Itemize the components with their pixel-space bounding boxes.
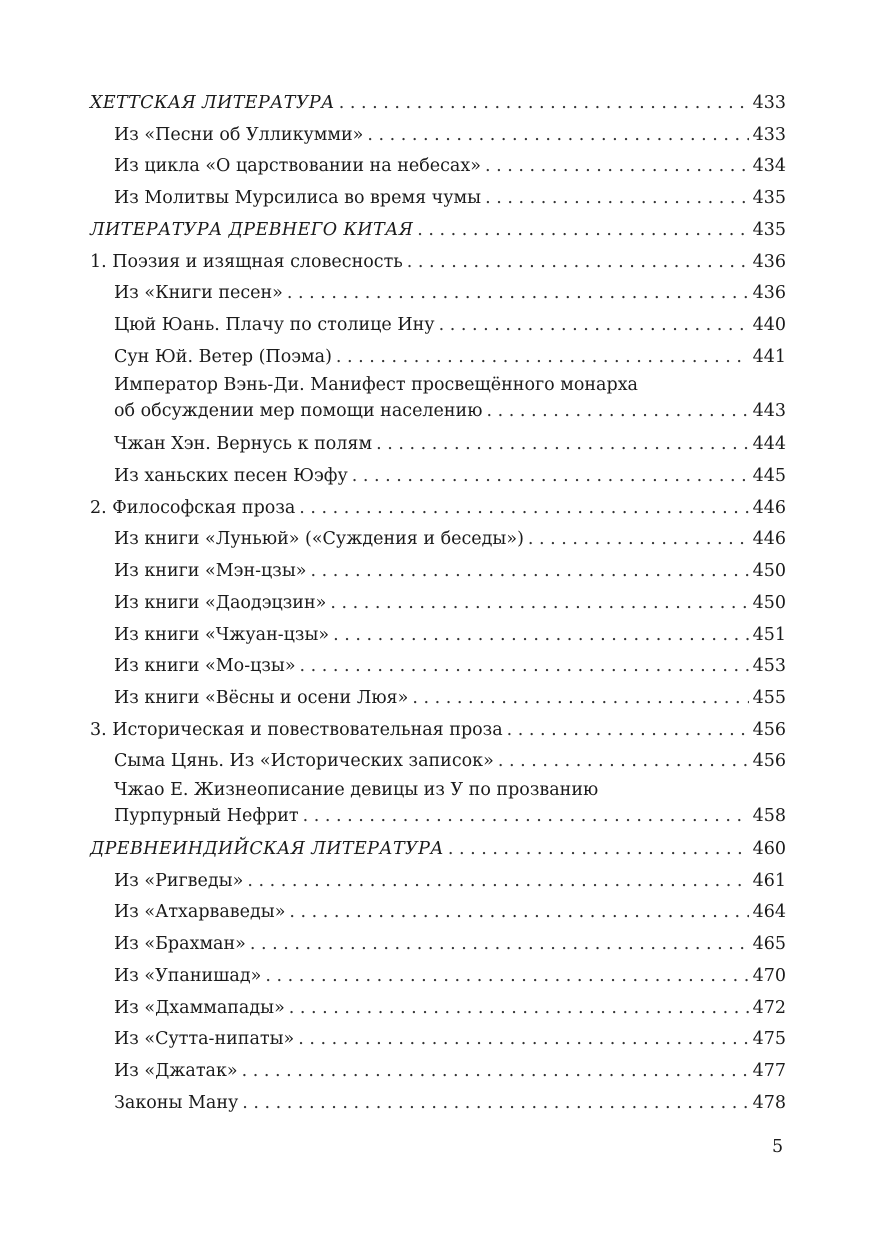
toc-title: Из «Ригведы»	[114, 870, 244, 891]
dot-leader	[300, 651, 749, 683]
toc-page-number: 458	[752, 806, 786, 827]
toc-page-number: 433	[752, 93, 786, 113]
dot-leader	[485, 183, 749, 215]
toc-page-number: 451	[752, 624, 786, 645]
toc-page-number: 470	[752, 965, 786, 986]
dot-leader	[242, 1088, 748, 1120]
dot-leader	[339, 88, 749, 120]
toc-title: Из «Упанишад»	[114, 965, 262, 986]
dot-leader	[376, 429, 749, 461]
toc-entry-multiline[interactable]	[90, 778, 786, 830]
toc-page-number: 461	[752, 870, 786, 891]
toc-page-number: 436	[752, 283, 786, 304]
toc-entry[interactable]	[90, 278, 786, 310]
dot-leader	[287, 278, 749, 310]
toc-section-ancient-india[interactable]	[90, 834, 786, 866]
toc-page-number: 440	[752, 314, 786, 335]
toc-page-number: 446	[752, 529, 786, 550]
toc-title: Из Молитвы Мурсилиса во время чумы	[114, 188, 482, 209]
toc-title: Из книги «Вёсны и осени Люя»	[114, 687, 409, 708]
toc-page-number: 445	[752, 466, 786, 487]
dot-leader	[242, 1056, 749, 1088]
toc-title: Пурпурный Нефрит	[114, 806, 299, 827]
toc-section-hittite[interactable]	[90, 88, 786, 120]
dot-leader	[485, 151, 749, 183]
toc-entry[interactable]	[90, 929, 786, 961]
toc-page-number: 475	[752, 1029, 786, 1050]
toc-entry[interactable]	[90, 524, 786, 556]
toc-entry-last-line	[90, 398, 786, 425]
toc-title: Из ханьских песен Юэфу	[114, 466, 348, 487]
dot-leader	[439, 310, 749, 342]
toc-title: 3. Историческая и повествовательная проза	[90, 719, 503, 740]
dot-leader	[333, 620, 748, 652]
toc-page-number: 456	[752, 719, 786, 740]
toc-entry[interactable]	[90, 1056, 786, 1088]
toc-page-number: 477	[752, 1060, 786, 1081]
toc-page-number: 460	[752, 839, 786, 860]
toc-page-number: 478	[752, 1092, 786, 1113]
toc-subsection[interactable]	[90, 247, 786, 279]
toc-entry[interactable]	[90, 461, 786, 493]
toc-title: Из цикла «О царствовании на небесах»	[114, 156, 481, 177]
toc-subsection[interactable]	[90, 715, 786, 747]
dot-leader	[448, 834, 749, 866]
dot-leader	[303, 803, 749, 830]
dot-leader	[336, 342, 749, 374]
toc-page-number: 433	[752, 124, 786, 145]
toc-page-number: 434	[752, 156, 786, 177]
toc-page-number: 435	[752, 219, 786, 240]
toc-subsection[interactable]	[90, 493, 786, 525]
toc-title: Из книги «Мо-цзы»	[114, 656, 296, 677]
toc-entry[interactable]	[90, 746, 786, 778]
toc-title: Из книги «Луньюй» («Суждения и беседы»)	[114, 529, 524, 550]
toc-page-number: 464	[752, 902, 786, 923]
dot-leader	[352, 461, 749, 493]
toc-title-line1: Император Вэнь-Ди. Манифест просвещённого монарха	[114, 375, 638, 396]
toc-title: Из «Дхаммапады»	[114, 997, 285, 1018]
toc-page-number: 443	[752, 401, 786, 422]
table-of-contents	[90, 88, 786, 1119]
toc-entry-last-line	[90, 803, 786, 830]
toc-title: ЛИТЕРАТУРА ДРЕВНЕГО КИТАЯ	[90, 219, 414, 240]
toc-page-number: 455	[752, 687, 786, 708]
dot-leader	[367, 120, 748, 152]
toc-page-number: 465	[752, 934, 786, 955]
toc-title: Из «Сутта-нипаты»	[114, 1029, 295, 1050]
dot-leader	[407, 247, 749, 279]
dot-leader	[486, 398, 748, 425]
toc-page-number: 441	[752, 346, 786, 367]
toc-page-number: 456	[752, 751, 786, 772]
toc-entry[interactable]	[90, 183, 786, 215]
toc-title: 2. Философская проза	[90, 497, 296, 518]
toc-title: Из «Книги песен»	[114, 283, 283, 304]
toc-entry[interactable]	[90, 120, 786, 152]
toc-page-number: 436	[752, 251, 786, 272]
dot-leader	[298, 1024, 748, 1056]
toc-entry[interactable]	[90, 342, 786, 374]
toc-entry[interactable]	[90, 993, 786, 1025]
toc-title: ДРЕВНЕИНДИЙСКАЯ ЛИТЕРАТУРА	[90, 839, 444, 860]
toc-title: Из «Атхарваведы»	[114, 902, 286, 923]
dot-leader	[330, 588, 748, 620]
dot-leader	[299, 493, 748, 525]
toc-title: Цюй Юань. Плачу по столице Ину	[114, 314, 435, 335]
toc-title: Законы Ману	[114, 1092, 239, 1113]
toc-title: Из книги «Даодэцзин»	[114, 592, 327, 613]
toc-entry[interactable]	[90, 1024, 786, 1056]
toc-title: об обсуждении мер помощи населению	[114, 401, 483, 422]
toc-entry[interactable]	[90, 651, 786, 683]
page-number: 5	[772, 1137, 784, 1157]
toc-page-number: 450	[752, 561, 786, 582]
toc-title: ХЕТТСКАЯ ЛИТЕРАТУРА	[90, 93, 335, 113]
dot-leader	[412, 683, 748, 715]
toc-entry[interactable]	[90, 310, 786, 342]
toc-title: Из «Джатак»	[114, 1060, 238, 1081]
toc-entry[interactable]	[90, 588, 786, 620]
toc-entry[interactable]	[90, 683, 786, 715]
toc-page-number: 450	[752, 592, 786, 613]
dot-leader	[528, 524, 749, 556]
toc-entry[interactable]	[90, 897, 786, 929]
toc-title: Из книги «Мэн-цзы»	[114, 561, 307, 582]
toc-page-number: 446	[752, 497, 786, 518]
dot-leader	[507, 715, 749, 747]
toc-entry-multiline[interactable]	[90, 373, 786, 425]
toc-title: Из книги «Чжуан-цзы»	[114, 624, 330, 645]
toc-page-number: 435	[752, 188, 786, 209]
toc-entry[interactable]	[90, 1088, 786, 1120]
dot-leader	[247, 866, 748, 898]
toc-page-number: 453	[752, 656, 786, 677]
dot-leader	[498, 746, 749, 778]
toc-entry[interactable]	[90, 961, 786, 993]
dot-leader	[250, 929, 749, 961]
toc-entry[interactable]	[90, 866, 786, 898]
toc-title: Чжан Хэн. Вернусь к полям	[114, 434, 373, 455]
dot-leader	[417, 215, 748, 247]
toc-title: Из «Брахман»	[114, 934, 246, 955]
toc-title: 1. Поэзия и изящная словесность	[90, 251, 403, 272]
toc-page-number: 444	[752, 434, 786, 455]
toc-entry[interactable]	[90, 151, 786, 183]
dot-leader	[265, 961, 748, 993]
dot-leader	[289, 993, 749, 1025]
toc-title: Сыма Цянь. Из «Исторических записок»	[114, 751, 494, 772]
toc-entry[interactable]	[90, 620, 786, 652]
toc-section-ancient-china[interactable]	[90, 215, 786, 247]
dot-leader	[289, 897, 748, 929]
toc-title-line1: Чжао Е. Жизнеописание девицы из У по прозванию	[114, 780, 599, 801]
toc-entry[interactable]	[90, 556, 786, 588]
dot-leader	[310, 556, 748, 588]
toc-title: Сун Юй. Ветер (Поэма)	[114, 346, 332, 367]
toc-title: Из «Песни об Улликумми»	[114, 124, 364, 145]
toc-entry[interactable]	[90, 429, 786, 461]
toc-page-number: 472	[752, 997, 786, 1018]
